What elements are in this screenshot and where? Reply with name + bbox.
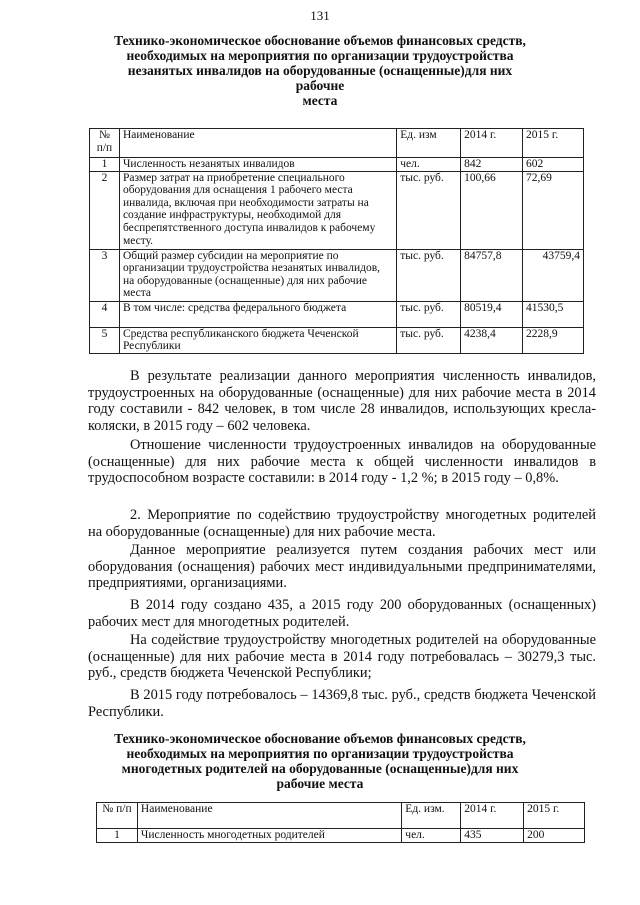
table-row — [90, 327, 584, 353]
heading-line: необходимых на мероприятия по организации трудоустройства — [126, 48, 514, 63]
table-header-row — [97, 803, 585, 829]
header-2014: 2014 г. — [461, 803, 524, 829]
paragraph: В 2014 году создано 435, а 2015 году 200 оборудованных (оснащенных) рабочих мест для многодетных родителей. — [88, 597, 596, 630]
row-no: 4 — [90, 301, 120, 327]
row-unit: чел. — [402, 829, 461, 843]
row-unit: чел. — [397, 158, 461, 172]
section-heading-disabled — [110, 33, 530, 108]
header-unit: Ед. изм. — [402, 803, 461, 829]
table-row — [90, 249, 584, 301]
paragraph: На содействие трудоустройству многодетных родителей на оборудованные (оснащенные) для них рабочие места в 2014 году потребовалась – 30279,3 тыс. руб., средств бюджета Чеченской Республики; — [88, 632, 596, 682]
row-no: 5 — [90, 327, 120, 353]
page-number: 131 — [310, 8, 330, 23]
table-header-row — [90, 129, 584, 158]
header-2014: 2014 г. — [461, 129, 523, 158]
table-row — [90, 158, 584, 172]
paragraph: В результате реализации данного мероприятия численность инвалидов, трудоустроенных на оборудованные (оснащенные) для них рабочие места в 2014 году составили - 842 человек, в том числе 28 инвалидов, использующих кресла-коляски, в 2015 году – 602 человека. — [88, 368, 596, 435]
table-row — [90, 301, 584, 327]
row-2015: 41530,5 — [523, 301, 584, 327]
header-name: Наименование — [137, 803, 401, 829]
row-unit: тыс. руб. — [397, 249, 461, 301]
heading-line: места — [302, 93, 338, 108]
heading-line: Технико-экономическое обоснование объемов финансовых средств, — [114, 731, 526, 746]
heading-line: Технико-экономическое обоснование объемов финансовых средств, — [114, 33, 526, 48]
row-2015: 200 — [524, 829, 585, 843]
row-2015: 72,69 — [523, 171, 584, 249]
disabled-employment-table — [89, 128, 584, 354]
header-unit: Ед. изм — [397, 129, 461, 158]
row-unit: тыс. руб. — [397, 171, 461, 249]
paragraph: 2. Мероприятие по содействию трудоустройству многодетных родителей на оборудованные (оснащенные) для них рабочие места. — [88, 507, 596, 540]
heading-line: многодетных родителей на оборудованные (оснащенные)для них — [121, 761, 519, 776]
paragraph: Отношение численности трудоустроенных инвалидов на оборудованные (оснащенные) для них рабочие места к общей численности инвалидов в трудоспособном возрасте составили: в 2014 году - 1,2 %; в 2015 году – 0,8%. — [88, 437, 596, 487]
table-row — [90, 171, 584, 249]
row-name: Численность незанятых инвалидов — [119, 158, 396, 172]
row-name: В том числе: средства федерального бюджета — [119, 301, 396, 327]
row-name: Размер затрат на приобретение специального оборудования для оснащения 1 рабочего места инвалида, включая при необходимости затраты на создание инфраструктуры, необходимой для беспрепятственного доступа инвалидов к рабочему месту. — [119, 171, 396, 249]
row-name: Численность многодетных родителей — [137, 829, 401, 843]
row-2015: 43759,4 — [523, 249, 584, 301]
parents-employment-table — [96, 802, 585, 843]
header-2015: 2015 г. — [523, 129, 584, 158]
paragraph: В 2015 году потребовалось – 14369,8 тыс. руб., средств бюджета Чеченской Республики. — [88, 687, 596, 720]
row-unit: тыс. руб. — [397, 327, 461, 353]
header-2015: 2015 г. — [524, 803, 585, 829]
heading-line: незанятых инвалидов на оборудованные (оснащенные)для них рабочне — [127, 63, 513, 93]
row-2015: 602 — [523, 158, 584, 172]
row-no: 3 — [90, 249, 120, 301]
row-2014: 842 — [461, 158, 523, 172]
row-2014: 100,66 — [461, 171, 523, 249]
row-2014: 84757,8 — [461, 249, 523, 301]
heading-line: необходимых на мероприятия по организации трудоустройства — [126, 746, 514, 761]
header-name: Наименование — [119, 129, 396, 158]
row-no: 2 — [90, 171, 120, 249]
section-heading-parents — [110, 731, 530, 791]
paragraph: Данное мероприятие реализуется путем создания рабочих мест или оборудования (оснащения) рабочих мест индивидуальными предпринимателями, предприятиями, организациями. — [88, 542, 596, 592]
header-no: № п/п — [90, 129, 120, 158]
heading-line: рабочие места — [276, 776, 364, 791]
row-2014: 80519,4 — [461, 301, 523, 327]
row-name: Средства республиканского бюджета Чеченской Республики — [119, 327, 396, 353]
table-row — [97, 829, 585, 843]
row-2014: 4238,4 — [461, 327, 523, 353]
row-no: 1 — [90, 158, 120, 172]
header-no: № п/п — [97, 803, 138, 829]
row-2015: 2228,9 — [523, 327, 584, 353]
row-2014: 435 — [461, 829, 524, 843]
row-unit: тыс. руб. — [397, 301, 461, 327]
row-name: Общий размер субсидии на мероприятие по организации трудоустройства незанятых инвалидов, на оборудованные (оснащенные) для них рабочие места — [119, 249, 396, 301]
row-no: 1 — [97, 829, 138, 843]
